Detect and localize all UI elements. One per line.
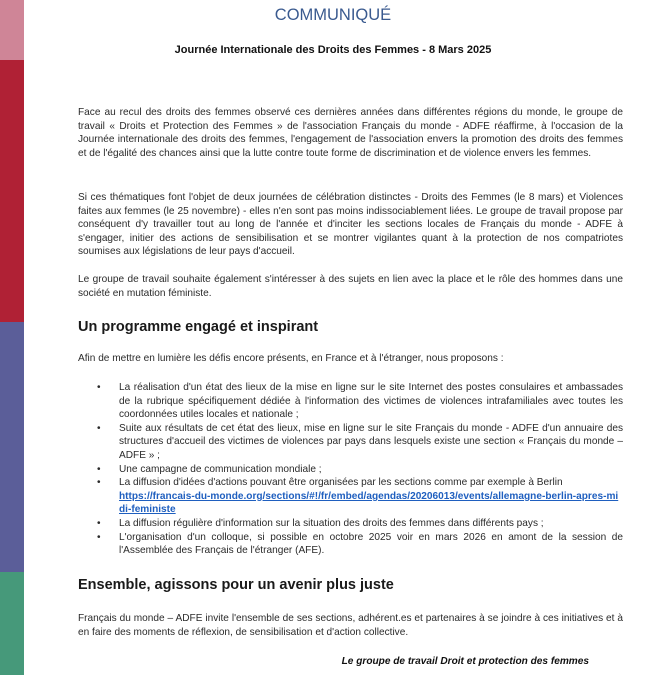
intro-paragraph-2: Si ces thématiques font l'objet de deux journées de célébration distinctes - Droits des Femmes (le 8 mars) et Violences faites aux femmes (le 25 novembre) - elles n'en sont pas moins indissociablement liées. Le groupe de travail propose par conséquent d'y travailler tout au long de l'année et d'inciter les sections locales de Français du monde - ADFE à s'engager, initier des actions de sensibilisation et se montrer vigilantes quant à la protection de nos compatriotes soumises aux législations de leur pays d'accueil. — [78, 192, 623, 258]
list-item — [78, 422, 623, 463]
bullet-icon: • — [97, 422, 101, 434]
list-item — [78, 476, 623, 517]
section-heading-ensemble: Ensemble, agissons pour un avenir plus juste — [78, 577, 394, 593]
proposal-list — [78, 381, 623, 558]
document-title: COMMUNIQUÉ — [274, 6, 392, 24]
programme-intro: Afin de mettre en lumière les défis encore présents, en France et à l'étranger, nous proposons : — [78, 353, 504, 364]
intro-paragraph-1: Face au recul des droits des femmes observé ces dernières années dans différentes régions du monde, le groupe de travail « Droits et Protection des Femmes » de l'association Français du monde - ADFE réaffirme, à l'occasion de la Journée internationale des droits des femmes, l'engagement de l'association envers la promotion des droits des femmes et de l'égalité des chances ainsi que la lutte contre toute forme de discrimination et de violence envers les femmes. — [78, 107, 623, 159]
list-item-text: La diffusion régulière d'information sur la situation des droits des femmes dans différents pays ; — [119, 517, 544, 529]
list-item — [78, 381, 623, 422]
bullet-icon: • — [97, 531, 101, 543]
list-item-text: La réalisation d'un état des lieux de la mise en ligne sur le site Internet des postes consulaires et ambassades de la rubrique spécifiquement dédiée à l'information des victimes de violences intrafamiliales avec toutes les coordonnées utiles locales et nationale ; — [119, 382, 623, 421]
bullet-icon: • — [97, 477, 101, 489]
document-subtitle: Journée Internationale des Droits des Femmes - 8 Mars 2025 — [174, 44, 492, 56]
berlin-event-link[interactable]: https://francais-du-monde.org/sections/#!/fr/embed/agendas/20206013/events/allemagne-berlin-apres-midi-feministe — [119, 490, 619, 516]
list-item-text: La diffusion d'idées d'actions pouvant être organisées par les sections comme par exemple à Berlin — [119, 477, 563, 489]
list-item — [78, 531, 623, 558]
bullet-icon: • — [97, 382, 101, 393]
color-stripe-green — [0, 572, 24, 675]
section-heading-programme: Un programme engagé et inspirant — [78, 319, 319, 335]
signature: Le groupe de travail Droit et protection des femmes — [341, 656, 589, 667]
closing-paragraph: Français du monde – ADFE invite l'ensemble de ses sections, adhérent.es et partenaires à se joindre à ces initiatives et à en faire des moments de réflexion, de sensibilisation et d'action collective. — [78, 613, 623, 638]
color-stripe-purple — [0, 322, 24, 572]
bullet-icon: • — [97, 517, 101, 529]
intro-paragraph-3: Le groupe de travail souhaite également s'intéresser à des sujets en lien avec la place et le rôle des hommes dans une société en mutation féministe. — [78, 274, 623, 299]
bullet-icon: • — [97, 463, 101, 475]
list-item — [78, 463, 623, 477]
list-item-text: Suite aux résultats de cet état des lieux, mise en ligne sur le site Français du monde - ADFE d'un annuaire des structures d'accueil des victimes de violences par pays dans lesquels existe une section « Français du monde – ADFE » ; — [119, 422, 623, 461]
list-item-text: L'organisation d'un colloque, si possible en octobre 2025 voir en mars 2026 en amont de la session de l'Assemblée des Français de l'étranger (AFE). — [119, 531, 623, 557]
color-stripe-red — [0, 60, 24, 322]
list-item — [78, 517, 623, 531]
list-item-text: Une campagne de communication mondiale ; — [119, 463, 322, 475]
